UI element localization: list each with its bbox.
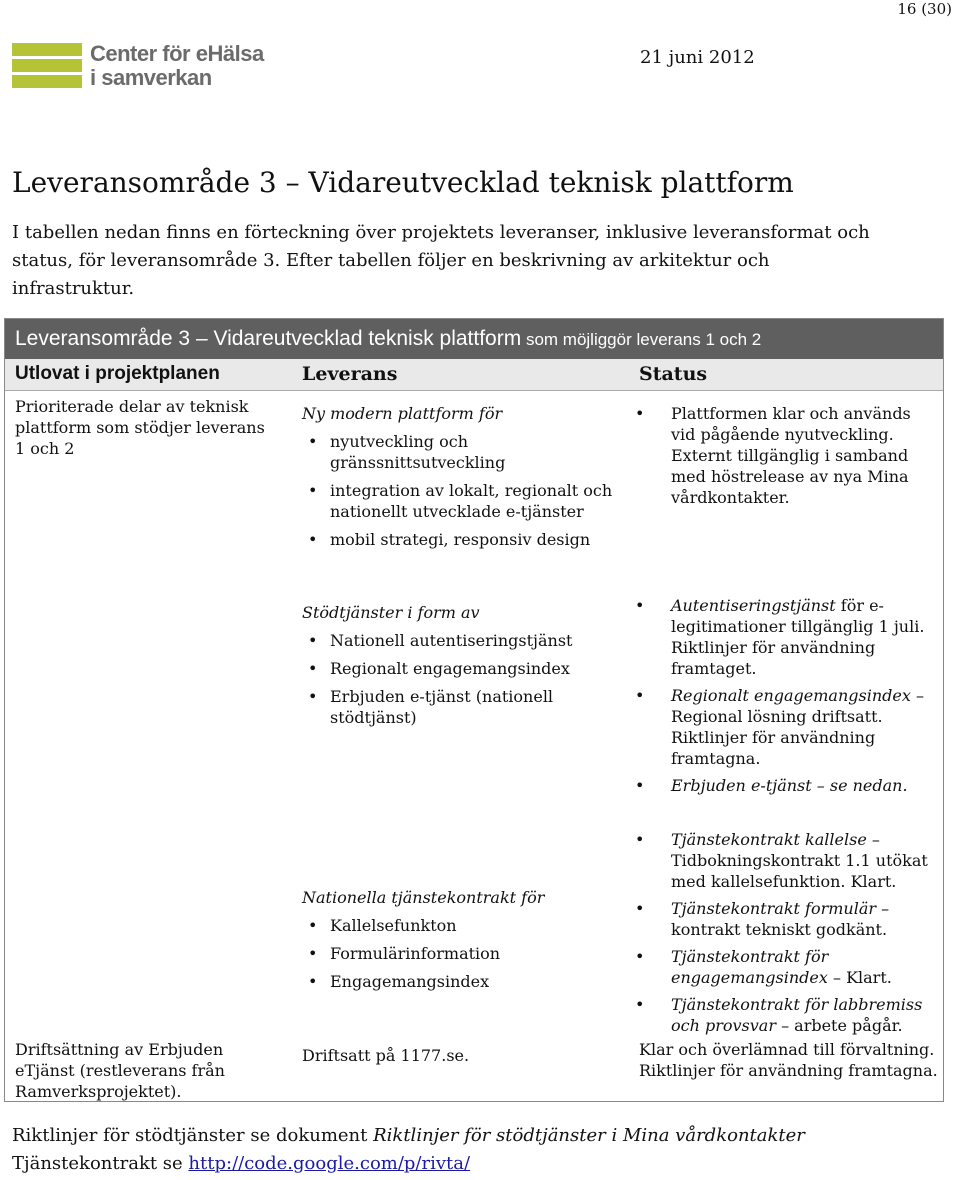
- list-item: • nyutveckling och gränssnittsutveckling: [302, 431, 622, 473]
- block2-delivery: [302, 602, 622, 728]
- header-status: Status: [639, 363, 708, 385]
- rivta-link[interactable]: http://code.google.com/p/rivta/: [188, 1153, 471, 1174]
- list-item: • Kallelsefunkton: [302, 915, 622, 936]
- block2-status: [625, 589, 930, 796]
- block1-lead: Ny modern plattform för: [302, 404, 503, 423]
- list-item: • Tjänstekontrakt formulär – kontrakt tekniskt godkänt.: [625, 898, 930, 940]
- block3-delivery: [302, 887, 622, 992]
- table-title: [5, 319, 943, 359]
- row2-promised: Driftsättning av Erbjuden eTjänst (restleverans från Ramverksprojektet).: [15, 1040, 225, 1101]
- list-item: • Engagemangsindex: [302, 971, 622, 992]
- list-item: • Erbjuden e-tjänst – se nedan.: [625, 775, 930, 796]
- list-item: • Regionalt engagemangsindex: [302, 658, 622, 679]
- table-header-row: [5, 359, 943, 391]
- header-promised: Utlovat i projektplanen: [15, 363, 220, 384]
- row2-delivery: Driftsatt på 1177.se.: [302, 1046, 470, 1065]
- logo-mark: [12, 42, 82, 90]
- block1-delivery: [302, 403, 622, 550]
- logo-line2: i samverkan: [90, 65, 212, 90]
- document-date: 21 juni 2012: [640, 47, 755, 68]
- list-item: • Tjänstekontrakt för engagemangsindex – Klart.: [625, 946, 930, 988]
- block3-status: [625, 823, 930, 1036]
- table-title-main: Leveransområde 3 – Vidareutvecklad teknisk plattform: [15, 327, 522, 350]
- row1-promised: Prioriterade delar av teknisk plattform som stödjer leverans 1 och 2: [15, 397, 265, 458]
- page-number: 16 (30): [897, 0, 952, 18]
- list-item: • Erbjuden e-tjänst (nationell stödtjänst): [302, 686, 622, 728]
- block1-status: [625, 397, 925, 508]
- list-item: • Formulärinformation: [302, 943, 622, 964]
- list-item: • Plattformen klar och används vid pågående nyutveckling. Externt tillgänglig i samband med höstrelease av nya Mina vårdkontakter.: [625, 403, 925, 508]
- document-reference: Riktlinjer för stödtjänster i Mina vårdkontakter: [373, 1125, 805, 1146]
- logo-line1: Center för eHälsa: [90, 41, 264, 66]
- list-item: • Autentiseringstjänst för e-legitimationer tillgänglig 1 juli. Riktlinjer för användning framtaget.: [625, 595, 930, 679]
- row2-status: Klar och överlämnad till förvaltning. Riktlinjer för användning framtagna.: [639, 1040, 938, 1080]
- list-item: • Regionalt engagemangsindex – Regional lösning driftsatt. Riktlinjer för användning framtagna.: [625, 685, 930, 769]
- header-delivery: Leverans: [302, 363, 398, 385]
- intro-paragraph: I tabellen nedan finns en förteckning över projektets leveranser, inklusive leveransformat och status, för leveransområde 3. Efter tabellen följer en beskrivning av arkitektur och infrastruktur.: [12, 222, 870, 299]
- section-heading: Leveransområde 3 – Vidareutvecklad teknisk plattform: [12, 166, 794, 199]
- list-item: • integration av lokalt, regionalt och nationellt utvecklade e-tjänster: [302, 480, 622, 522]
- deliverables-table: [4, 318, 944, 1102]
- footer-line2: Tjänstekontrakt se http://code.google.com/p/rivta/: [12, 1153, 471, 1174]
- list-item: • Tjänstekontrakt för labbremiss och provsvar – arbete pågår.: [625, 994, 930, 1036]
- footer-line1: Riktlinjer för stödtjänster se dokument Riktlinjer för stödtjänster i Mina vårdkontakter: [12, 1125, 805, 1146]
- block3-lead: Nationella tjänstekontrakt för: [302, 888, 545, 907]
- block2-lead: Stödtjänster i form av: [302, 603, 480, 622]
- logo: [12, 42, 272, 90]
- list-item: • Nationell autentiseringstjänst: [302, 630, 622, 651]
- list-item: • Tjänstekontrakt kallelse – Tidbokningskontrakt 1.1 utökat med kallelsefunktion. Klart.: [625, 829, 930, 892]
- table-title-sub: som möjliggör leverans 1 och 2: [521, 330, 762, 349]
- list-item: • mobil strategi, responsiv design: [302, 529, 622, 550]
